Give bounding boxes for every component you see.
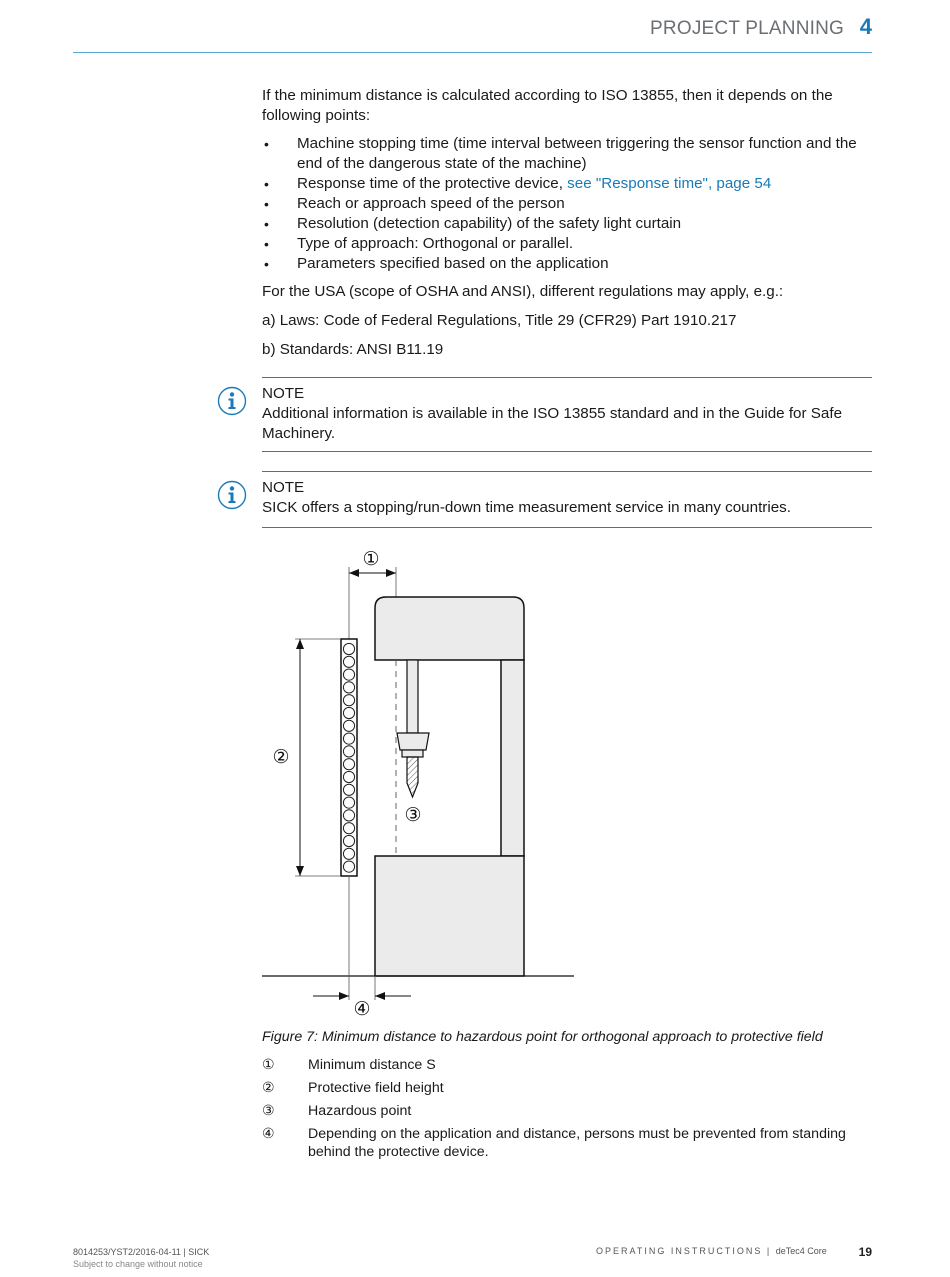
laws-paragraph: a) Laws: Code of Federal Regulations, Title 29 (CFR29) Part 1910.217 bbox=[262, 312, 737, 329]
note-text: Additional information is available in the ISO 13855 standard and in the Guide for Safe Machinery. bbox=[262, 405, 843, 442]
chapter-number: 4 bbox=[859, 14, 872, 39]
note-text: SICK offers a stopping/run-down time measurement service in many countries. bbox=[262, 499, 791, 516]
callout-4: ④ bbox=[353, 998, 371, 1020]
hazard-tool bbox=[407, 757, 418, 797]
legend-text: Hazardous point bbox=[308, 1103, 412, 1119]
legend-number: ① bbox=[262, 1057, 275, 1073]
footer-doc-type bbox=[596, 1246, 827, 1256]
list-item: • Resolution (detection capability) of the safety light curtain bbox=[264, 215, 682, 232]
legend-number: ④ bbox=[262, 1126, 275, 1142]
machine-base bbox=[375, 856, 524, 976]
info-icon bbox=[217, 480, 247, 510]
legend-item bbox=[262, 1102, 874, 1120]
bullet-icon: • bbox=[264, 216, 269, 232]
response-time-link[interactable]: see "Response time", page 54 bbox=[567, 175, 772, 192]
product-name: deTec4 Core bbox=[775, 1246, 827, 1256]
page-number: 19 bbox=[858, 1245, 872, 1259]
bullet-icon: • bbox=[264, 256, 269, 272]
machine-column bbox=[501, 660, 524, 856]
note-box bbox=[262, 471, 872, 528]
legend-item bbox=[262, 1056, 874, 1074]
hazard-distance-diagram bbox=[258, 540, 588, 1020]
list-item: • Response time of the protective device, see "Response time", page 54 bbox=[264, 175, 772, 192]
callout-2: ② bbox=[272, 746, 290, 768]
note-title: NOTE bbox=[262, 385, 305, 402]
note-box bbox=[262, 377, 872, 452]
callout-3: ③ bbox=[404, 804, 422, 826]
main-content bbox=[262, 86, 874, 369]
subject-notice: Subject to change without notice bbox=[73, 1259, 203, 1269]
list-item: • Machine stopping time (time interval between triggering the sensor function and the end of the dangerous state of the machine) bbox=[264, 135, 857, 172]
list-item: • Reach or approach speed of the person bbox=[264, 195, 565, 212]
info-icon bbox=[217, 386, 247, 416]
callout-1: ① bbox=[362, 548, 380, 570]
doc-id: 8014253/YST2/2016-04-11 | SICK bbox=[73, 1247, 210, 1257]
note-title: NOTE bbox=[262, 479, 305, 496]
bullet-icon: • bbox=[264, 196, 269, 212]
chapter-title: PROJECT PLANNING bbox=[650, 18, 844, 39]
figure-caption: Figure 7: Minimum distance to hazardous point for orthogonal approach to protective field bbox=[262, 1029, 823, 1045]
legend-item bbox=[262, 1125, 874, 1161]
bullet-icon: • bbox=[264, 236, 269, 252]
legend-text: Minimum distance S bbox=[308, 1057, 436, 1073]
machine-head bbox=[375, 597, 524, 660]
legend-text: Protective field height bbox=[308, 1080, 444, 1096]
bullet-icon: • bbox=[264, 136, 269, 152]
doc-type: OPERATING INSTRUCTIONS | bbox=[596, 1246, 776, 1256]
legend-text: Depending on the application and distance, persons must be prevented from standing behind the protective device. bbox=[308, 1126, 846, 1160]
usa-paragraph: For the USA (scope of OSHA and ANSI), different regulations may apply, e.g.: bbox=[262, 283, 784, 300]
footer-doc-info bbox=[73, 1246, 209, 1270]
page-header bbox=[73, 0, 872, 53]
legend-number: ③ bbox=[262, 1103, 275, 1119]
list-item: • Parameters specified based on the application bbox=[264, 255, 609, 272]
factor-list bbox=[262, 134, 874, 274]
bullet-icon: • bbox=[264, 176, 269, 192]
intro-paragraph: If the minimum distance is calculated according to ISO 13855, then it depends on the following points: bbox=[262, 87, 833, 124]
standards-paragraph: b) Standards: ANSI B11.19 bbox=[262, 341, 444, 358]
legend-item bbox=[262, 1079, 874, 1097]
list-item: • Type of approach: Orthogonal or parallel. bbox=[264, 235, 574, 252]
figure-legend bbox=[262, 1056, 874, 1166]
legend-number: ② bbox=[262, 1080, 275, 1096]
